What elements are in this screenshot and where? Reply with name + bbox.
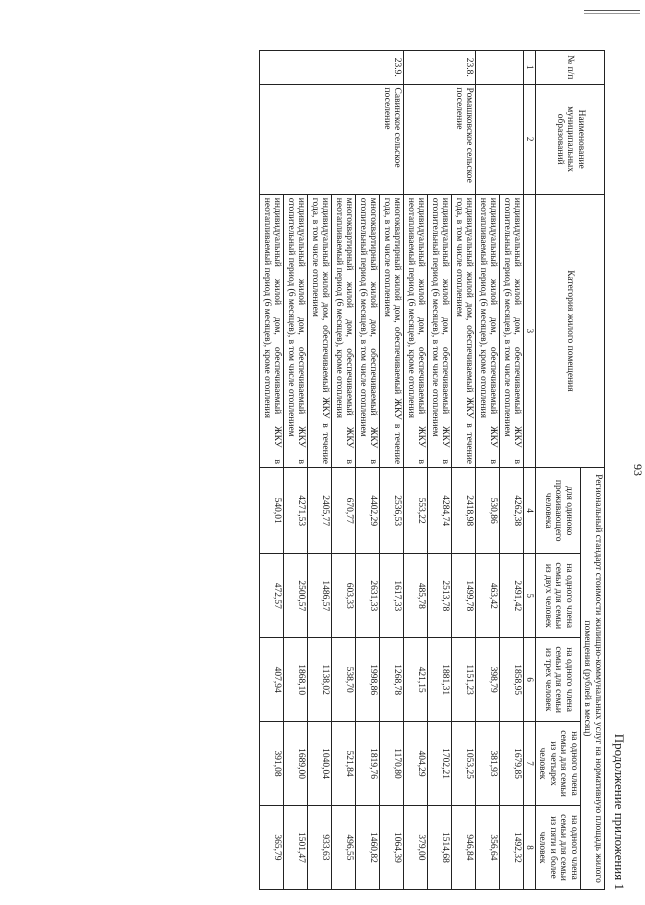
value-cell: 379,00: [404, 805, 428, 889]
value-cell: 398,79: [476, 638, 500, 722]
value-cell: 1514,68: [428, 805, 452, 889]
municipality-name: [476, 84, 524, 194]
value-cell: 933,63: [308, 805, 332, 889]
header-single: для одиноко проживающего человека: [536, 468, 581, 554]
index-cell: 3: [524, 194, 536, 467]
value-cell: 1138,02: [308, 638, 332, 722]
header-three: на одного члена семьи для семьи из трех человек: [536, 638, 581, 722]
value-cell: 530,86: [476, 468, 500, 554]
value-cell: 2500,57: [284, 554, 308, 638]
header-standard: Региональный стандарт стоимости жилищно-коммунальных услуг на нормативную площадь жилого помещения (рублей в месяц): [581, 468, 605, 890]
index-cell: 7: [524, 722, 536, 806]
municipality-name: Савинское сельское поселение: [260, 84, 404, 194]
value-cell: 1053,25: [452, 722, 476, 806]
value-cell: 4271,53: [284, 468, 308, 554]
index-cell: 8: [524, 805, 536, 889]
header-two: на одного члена семьи для семьи из двух человек: [536, 554, 581, 638]
value-cell: 2631,33: [356, 554, 380, 638]
value-cell: 2536,53: [380, 468, 404, 554]
value-cell: 1702,21: [428, 722, 452, 806]
table-row: [500, 51, 524, 890]
row-number: 23.9.: [260, 51, 404, 85]
row-number: 23.8.: [404, 51, 476, 85]
value-cell: 1170,80: [380, 722, 404, 806]
value-cell: 2405,77: [308, 468, 332, 554]
table-row: [452, 51, 476, 890]
value-cell: 1460,82: [356, 805, 380, 889]
table-row: [380, 51, 404, 890]
category-desc: индивидуальный жилой дом, обеспечиваемый ЖКУ в неотапливаемый период (6 месяцев), кроме отопления: [260, 194, 284, 467]
value-cell: 485,78: [404, 554, 428, 638]
category-desc: индивидуальный жилой дом, обеспечиваемый ЖКУ в отопительный период (6 месяцев), в том числе отоплением: [428, 194, 452, 467]
header-num: № п/п: [536, 51, 605, 85]
index-cell: 5: [524, 554, 536, 638]
corner-rule: [584, 10, 640, 11]
index-cell: 1: [524, 51, 536, 85]
header-four: на одного члена семьи для семьи из четырех человек: [536, 722, 581, 806]
value-cell: 603,33: [332, 554, 356, 638]
value-cell: 540,01: [260, 468, 284, 554]
corner-rule-2: [584, 13, 640, 14]
value-cell: 1486,57: [308, 554, 332, 638]
category-desc: индивидуальный жилой дом, обеспечиваемый ЖКУ в отопительный период (6 месяцев), в том числе отоплением: [284, 194, 308, 467]
value-cell: 553,22: [404, 468, 428, 554]
value-cell: 2491,42: [500, 554, 524, 638]
row-number: [476, 51, 524, 85]
municipality-name: Ромашковское сельское поселение: [404, 84, 476, 194]
category-desc: индивидуальный жилой дом, обеспечиваемый ЖКУ в отопительный период (6 месяцев), в том числе отоплением: [500, 194, 524, 467]
value-cell: 1679,85: [500, 722, 524, 806]
value-cell: 407,94: [260, 638, 284, 722]
value-cell: 356,64: [476, 805, 500, 889]
index-cell: 4: [524, 468, 536, 554]
index-cell: 2: [524, 84, 536, 194]
value-cell: 4262,38: [500, 468, 524, 554]
category-desc: индивидуальный жилой дом, обеспечиваемый ЖКУ в неотапливаемый период (6 месяцев), кроме отопления: [476, 194, 500, 467]
header-municipality: Наименование муниципальных образований: [536, 84, 605, 194]
value-cell: 1151,23: [452, 638, 476, 722]
value-cell: 4402,29: [356, 468, 380, 554]
value-cell: 1617,33: [380, 554, 404, 638]
header-category: Категория жилого помещения: [536, 194, 605, 467]
value-cell: 1868,10: [284, 638, 308, 722]
value-cell: 2418,98: [452, 468, 476, 554]
value-cell: 1858,95: [500, 638, 524, 722]
value-cell: 521,84: [332, 722, 356, 806]
value-cell: 1064,39: [380, 805, 404, 889]
category-desc: индивидуальный жилой дом, обеспечиваемый ЖКУ в течение года, в том числе отоплением: [308, 194, 332, 467]
standards-table: [260, 50, 606, 890]
category-desc: индивидуальный жилой дом, обеспечиваемый ЖКУ в неотапливаемый период (6 месяцев), кроме отопления: [404, 194, 428, 467]
continuation-heading: Продолжение приложения 1: [612, 733, 627, 890]
value-cell: 421,15: [404, 638, 428, 722]
value-cell: 365,79: [260, 805, 284, 889]
value-cell: 1040,04: [308, 722, 332, 806]
value-cell: 391,08: [260, 722, 284, 806]
category-desc: многоквартирный жилой дом, обеспечиваемый ЖКУ в течение года, в том числе отоплением: [380, 194, 404, 467]
value-cell: 496,55: [332, 805, 356, 889]
value-cell: 538,70: [332, 638, 356, 722]
value-cell: 1268,78: [380, 638, 404, 722]
value-cell: 670,77: [332, 468, 356, 554]
value-cell: 404,29: [404, 722, 428, 806]
value-cell: 1499,78: [452, 554, 476, 638]
value-cell: 381,93: [476, 722, 500, 806]
value-cell: 472,57: [260, 554, 284, 638]
value-cell: 1998,86: [356, 638, 380, 722]
value-cell: 463,42: [476, 554, 500, 638]
rotated-sheet: [135, 50, 645, 890]
value-cell: 1881,31: [428, 638, 452, 722]
header-five: на одного члена семьи для семьи из пяти и более человек: [536, 805, 581, 889]
value-cell: 1492,32: [500, 805, 524, 889]
category-desc: многоквартирный жилой дом, обеспечиваемый ЖКУ в отопительный период (6 месяцев), в том числе отоплением: [356, 194, 380, 467]
page-number: 93: [631, 464, 645, 476]
category-desc: индивидуальный жилой дом, обеспечиваемый ЖКУ в течение года, в том числе отоплением: [452, 194, 476, 467]
value-cell: 4284,74: [428, 468, 452, 554]
value-cell: 946,84: [452, 805, 476, 889]
value-cell: 2513,78: [428, 554, 452, 638]
value-cell: 1501,47: [284, 805, 308, 889]
value-cell: 1819,76: [356, 722, 380, 806]
index-cell: 6: [524, 638, 536, 722]
value-cell: 1689,00: [284, 722, 308, 806]
category-desc: многоквартирный жилой дом, обеспечиваемый ЖКУ в неотапливаемый период (6 месяцев), кроме отопления: [332, 194, 356, 467]
